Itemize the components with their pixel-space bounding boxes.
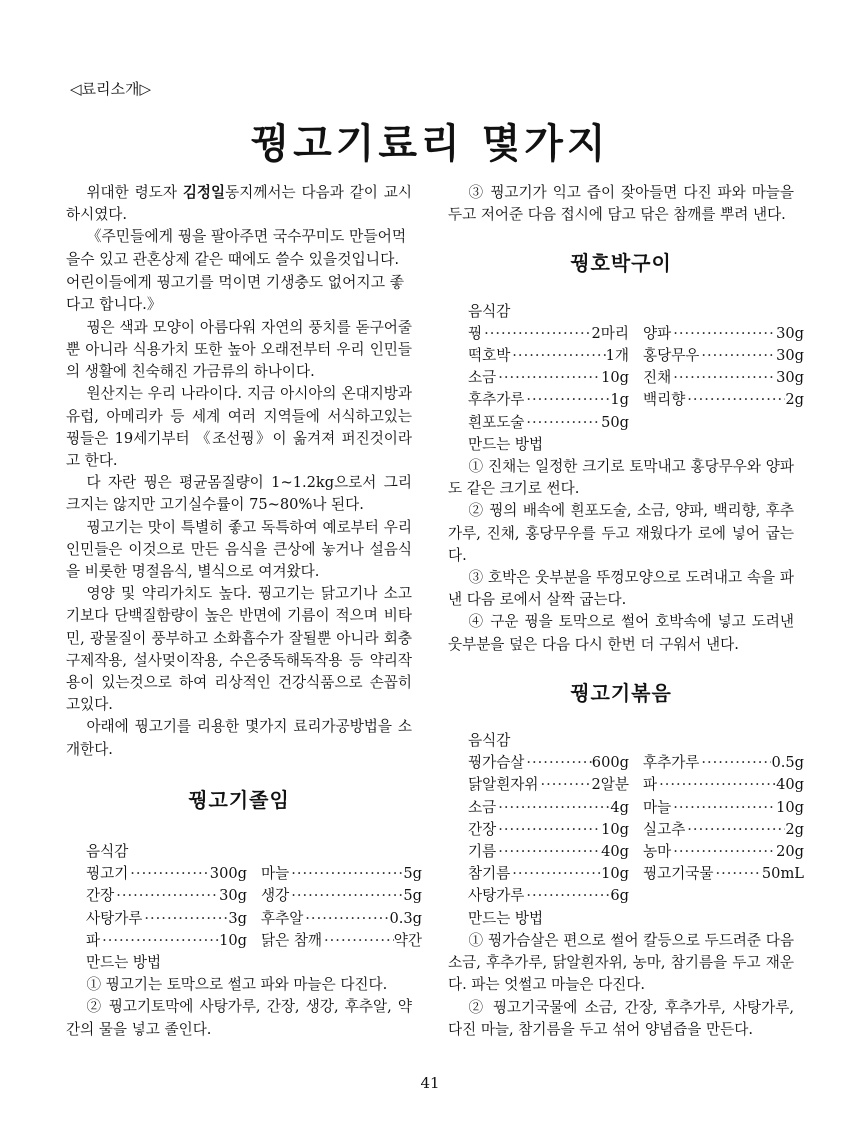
ingredient (86, 930, 261, 952)
ingredient-name: 생강 (261, 887, 290, 905)
ingredient-quantity: 40g (601, 843, 629, 861)
ingredient-quantity: 5g (403, 887, 422, 905)
ingredient-quantity: 30g (776, 347, 804, 365)
ingredient-name: 후추알 (261, 909, 304, 927)
section-label: ◁료리소개▷ (70, 80, 152, 98)
dot-leader (714, 863, 762, 885)
ingredient-quantity: 2g (785, 391, 804, 409)
method-step: ④ 구운 꿩을 토막으로 썰어 호박속에 넣고 도려낸 웃부분을 덮은 다음 다시 한번 더 구워서 낸다. (448, 613, 794, 653)
ingredient-quantity: 0.5g (771, 754, 804, 772)
ingredient-name: 후추가루 (643, 754, 700, 772)
method-step: ① 진채는 일정한 크기로 토막내고 홍당무우와 양파도 같은 크기로 썬다. (448, 458, 794, 498)
ingredient (643, 323, 818, 345)
ingredient-row (448, 412, 794, 434)
method-heading: 만드는 방법 (86, 954, 162, 972)
ingredient-name: 닭은 참깨 (261, 931, 323, 949)
method-step: ① 꿩고기는 토막으로 썰고 파와 마늘은 다진다. (86, 976, 388, 994)
dot-leader (496, 797, 610, 819)
method-step: ③ 호박은 웃부분을 뚜껑모양으로 도려내고 속을 파낸 다음 로에서 살짝 굽는다. (448, 569, 794, 609)
ingredient-quantity: 약간 (393, 931, 422, 949)
dot-leader (685, 819, 785, 841)
dot-leader (510, 863, 601, 885)
ingredient-row (448, 345, 804, 367)
dot-leader (685, 389, 785, 411)
method-step: ② 꿩의 배속에 흰포도술, 소금, 양파, 백리향, 후추가루, 진채, 홍당무우를 두고 재웠다가 로에 넣어 굽는다. (448, 502, 794, 564)
ingredient-name: 마늘 (643, 798, 672, 816)
method-step: ① 꿩가슴살은 편으로 썰어 칼등으로 두드려준 다음 소금, 후추가루, 닭알흰자위, 농마, 참기름을 두고 재운다. 파는 엇썰고 마늘은 다진다. (448, 931, 794, 994)
ingredients-heading: 음식감 (86, 843, 129, 861)
ingredient (86, 863, 261, 885)
dot-leader (128, 863, 210, 885)
ingredient-quantity: 10g (219, 931, 247, 949)
ingredient-name: 꿩고기 (86, 865, 129, 883)
dot-leader (496, 841, 601, 863)
dot-leader (524, 752, 591, 774)
ingredient (468, 863, 643, 885)
ingredient-name: 사탕가루 (468, 887, 525, 905)
ingredient-quantity: 1개 (605, 347, 629, 365)
ingredient-quantity: 300g (209, 865, 247, 883)
dot-leader (657, 774, 776, 796)
ingredient-quantity: 1g (610, 391, 629, 409)
dot-leader (524, 412, 601, 434)
ingredient-name: 백리향 (643, 391, 686, 409)
ingredient (643, 389, 818, 411)
dot-leader (303, 908, 389, 930)
method-heading: 만드는 방법 (468, 909, 544, 927)
ingredient (261, 863, 436, 885)
method-step: ② 꿩고기국물에 소금, 간장, 후추가루, 사탕가루, 다진 마늘, 참기름을 두고 섞어 양념즙을 만든다. (448, 998, 794, 1038)
ingredient-row (448, 797, 804, 819)
ingredient-row (448, 752, 804, 774)
dot-leader (671, 841, 776, 863)
ingredient (643, 819, 818, 841)
ingredient (468, 389, 643, 411)
ingredient-row (448, 367, 804, 389)
ingredient-quantity: 0.3g (389, 909, 422, 927)
ingredient (86, 885, 261, 907)
ingredient-row (66, 885, 422, 907)
ingredient-row (66, 863, 422, 885)
dot-leader (322, 930, 394, 952)
ingredient-quantity: 3g (228, 909, 247, 927)
dot-leader (114, 885, 219, 907)
ingredient-row (448, 863, 804, 885)
ingredients-heading: 음식감 (468, 732, 511, 750)
ingredient-row (448, 841, 804, 863)
ingredient-name: 꿩가슴살 (468, 754, 525, 772)
ingredient (468, 841, 643, 863)
dot-leader (289, 885, 403, 907)
dot-leader (671, 367, 776, 389)
ingredient (468, 412, 643, 434)
intro-paragraph: 영양 및 약리가치도 높다. 꿩고기는 닭고기나 소고기보다 단백질함량이 높은 반면에 기름이 적으며 비타민, 광물질이 풍부하고 소화흡수가 잘될뿐 아니라 회충구제작용, 설사멎이작용, 수은중독해독작용 등 약리작용이 있는것으로 하여 리상적인 건강식품으로 손꼽히고있다. (66, 585, 412, 714)
dot-leader (142, 908, 228, 930)
dot-leader (539, 774, 592, 796)
dot-leader (671, 323, 776, 345)
ingredient-name: 양파 (643, 324, 672, 342)
page-number: 41 (420, 1074, 440, 1092)
ingredient-quantity: 5g (403, 865, 422, 883)
recipe-title: 꿩고기졸임 (188, 787, 290, 812)
dot-leader (496, 819, 601, 841)
ingredient-quantity: 10g (601, 865, 629, 883)
ingredient-quantity: 30g (776, 324, 804, 342)
ingredient-quantity: 10g (776, 798, 804, 816)
left-column (66, 182, 422, 1041)
dot-leader (289, 863, 403, 885)
ingredient (86, 908, 261, 930)
ingredient-quantity: 30g (219, 887, 247, 905)
ingredient-list (66, 863, 422, 952)
intro-paragraph: 꿩고기는 맛이 특별히 좋고 독특하여 예로부터 우리 인민들은 이것으로 만든 음식을 큰상에 놓거나 설음식을 비롯한 명절음식, 별식으로 여겨왔다. (66, 518, 412, 581)
ingredient (468, 774, 643, 796)
ingredient-name: 소금 (468, 798, 497, 816)
ingredient-name: 파 (643, 776, 658, 794)
ingredient-name: 사탕가루 (86, 909, 143, 927)
ingredient-quantity: 30g (776, 369, 804, 387)
ingredient (468, 345, 643, 367)
ingredient-quantity: 2알분 (591, 776, 629, 794)
right-column (448, 182, 804, 1041)
ingredient (468, 323, 643, 345)
ingredient-quantity: 50mL (761, 865, 804, 883)
ingredient (468, 752, 643, 774)
ingredient-row (448, 774, 804, 796)
dot-leader (496, 367, 601, 389)
dot-leader (699, 345, 776, 367)
ingredient-quantity: 4g (610, 798, 629, 816)
ingredient-quantity: 10g (601, 820, 629, 838)
method-step: ② 꿩고기토막에 사탕가루, 간장, 생강, 후추알, 약간의 물을 넣고 졸인다. (66, 998, 412, 1038)
ingredient-list (448, 752, 804, 907)
ingredient-name: 떡호박 (468, 347, 511, 365)
ingredient (643, 797, 818, 819)
ingredient-list (448, 323, 804, 434)
ingredient (468, 885, 643, 907)
ingredient-row (448, 323, 804, 345)
ingredient-quantity: 10g (601, 369, 629, 387)
ingredient-name: 후추가루 (468, 391, 525, 409)
ingredient (643, 841, 818, 863)
dot-leader (100, 930, 219, 952)
ingredient-name: 소금 (468, 369, 497, 387)
ingredient-name: 파 (86, 931, 101, 949)
ingredient (643, 774, 818, 796)
intro-paragraph: 다 자란 꿩은 평균몸질량이 1~1.2kg으로서 그리 크지는 않지만 고기실수률이 75~80%나 된다. (66, 474, 412, 514)
ingredient-quantity: 50g (601, 413, 629, 431)
article-title: 꿩고기료리 몇가지 (250, 121, 610, 167)
ingredient-quantity: 600g (591, 754, 629, 772)
ingredient-row (66, 930, 422, 952)
ingredient (468, 367, 643, 389)
ingredient-name: 닭알흰자위 (468, 776, 539, 794)
intro-paragraph: 위대한 령도자 김정일동지께서는 다음과 같이 교시하시였다. (66, 184, 412, 224)
intro-paragraph: 꿩은 색과 모양이 아름다워 자연의 풍치를 돋구어줄뿐 아니라 식용가치 또한 높아 오래전부터 우리 인민들의 생활에 친숙해진 가금류의 하나이다. (66, 318, 412, 381)
ingredient (468, 819, 643, 841)
dot-leader (524, 885, 610, 907)
ingredient-row (448, 389, 804, 411)
ingredient (261, 930, 436, 952)
dot-leader (482, 323, 591, 345)
ingredient-name: 참기름 (468, 865, 511, 883)
ingredient-quantity: 2g (785, 820, 804, 838)
ingredient (261, 908, 436, 930)
intro-paragraph: 아래에 꿩고기를 리용한 몇가지 료리가공방법을 소개한다. (66, 718, 412, 758)
ingredient-row (448, 819, 804, 841)
ingredient (643, 345, 818, 367)
recipe-title: 꿩고기볶음 (570, 680, 672, 705)
ingredient-name: 꿩고기국물 (643, 865, 714, 883)
dot-leader (524, 389, 610, 411)
ingredient-name: 꿩 (468, 324, 483, 342)
ingredient-name: 기름 (468, 843, 497, 861)
ingredient-name: 농마 (643, 843, 672, 861)
dot-leader (699, 752, 771, 774)
ingredient-name: 실고추 (643, 820, 686, 838)
ingredient-row (448, 885, 794, 907)
leader-name: 김정일 (182, 184, 226, 201)
ingredient-name: 간장 (86, 887, 115, 905)
recipe-title: 꿩호박구이 (570, 251, 672, 276)
ingredient-name: 마늘 (261, 865, 290, 883)
ingredient-name: 진채 (643, 369, 672, 387)
intro-paragraph: 원산지는 우리 나라이다. 지금 아시아의 온대지방과 유럽, 아메리카 등 세계 여러 지역들에 서식하고있는 꿩들은 19세기부터 《조선꿩》이 옮겨져 퍼진것이라고 한다. (66, 385, 412, 469)
ingredient (643, 367, 818, 389)
quotation: 《주민들에게 꿩을 팔아주면 국수꾸미도 만들어먹을수 있고 관혼상제 같은 때에도 쓸수 있을것입니다. 어린이들에게 꿩고기를 먹이면 기생충도 없어지고 좋다고 합니다.》 (66, 228, 407, 314)
dot-leader (510, 345, 605, 367)
ingredient (643, 863, 818, 885)
method-heading: 만드는 방법 (468, 435, 544, 453)
method-step: ③ 꿩고기가 익고 즙이 잦아들면 다진 파와 마늘을 두고 저어준 다음 접시에 담고 닦은 참깨를 뿌려 낸다. (448, 184, 794, 224)
ingredient-name: 간장 (468, 820, 497, 838)
dot-leader (671, 797, 776, 819)
ingredient-quantity: 20g (776, 843, 804, 861)
ingredient-name: 흰포도술 (468, 413, 525, 431)
ingredient (468, 797, 643, 819)
ingredient-row (66, 908, 422, 930)
ingredient-quantity: 6g (610, 887, 629, 905)
ingredient-quantity: 2마리 (591, 324, 629, 342)
ingredient-quantity: 40g (776, 776, 804, 794)
ingredient-name: 홍당무우 (643, 347, 700, 365)
ingredient (643, 752, 818, 774)
ingredients-heading: 음식감 (468, 302, 511, 320)
ingredient (261, 885, 436, 907)
